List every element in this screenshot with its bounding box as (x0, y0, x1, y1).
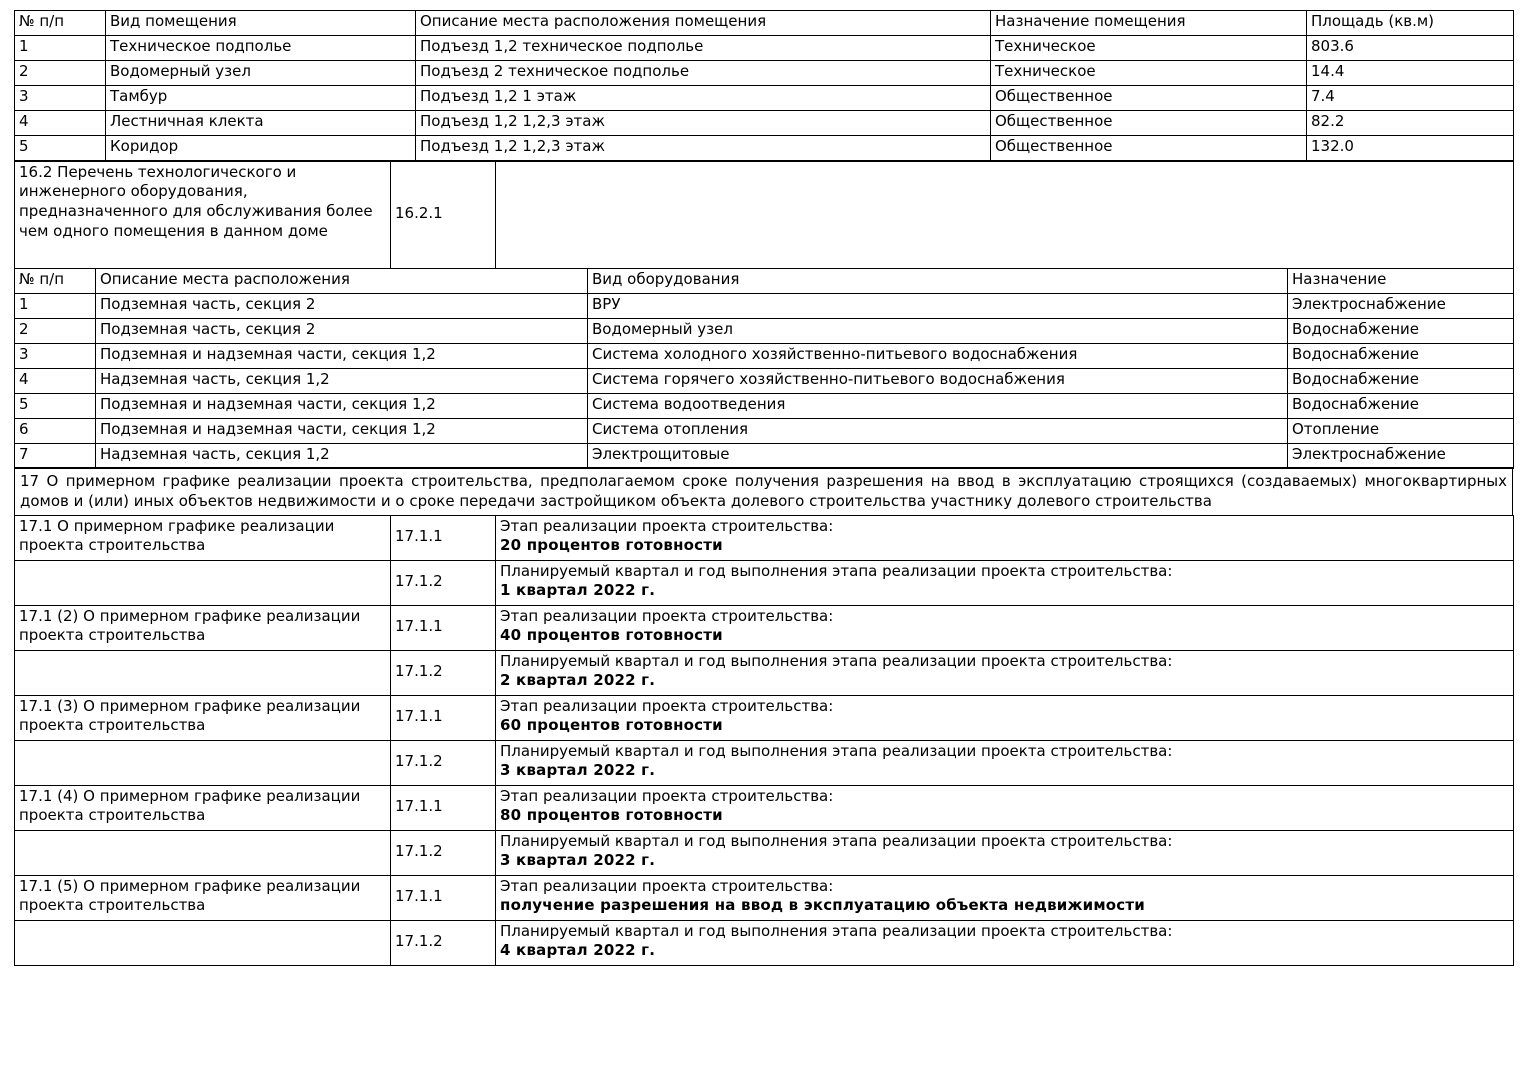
cell: Отопление (1288, 418, 1514, 443)
cell: 3 (15, 86, 106, 111)
cell: 4 (15, 111, 106, 136)
column-header-num: № п/п (15, 11, 106, 36)
schedule-row-code: 17.1.1 (391, 695, 496, 740)
table-row (15, 318, 1514, 343)
cell: 5 (15, 136, 106, 161)
section-16-2-label: 16.2 Перечень технологического и инженерного оборудования, предназначенного для обслуживания более чем одного помещения в данном доме (15, 161, 391, 268)
schedule-row-label: 17.1 (3) О примерном графике реализации проекта строительства (15, 695, 391, 740)
column-header-num: № п/п (15, 268, 96, 293)
cell: Водоснабжение (1288, 318, 1514, 343)
schedule-value: 3 квартал 2022 г. (500, 761, 656, 780)
schedule-row (15, 875, 1514, 920)
table-row (15, 343, 1514, 368)
schedule-row-code: 17.1.2 (391, 740, 496, 785)
schedule-caption: Этап реализации проекта строительства: (500, 696, 834, 715)
cell: 82.2 (1307, 111, 1514, 136)
schedule-row-content (496, 605, 1514, 650)
cell: Общественное (991, 136, 1307, 161)
cell: Подземная и надземная части, секция 1,2 (96, 418, 588, 443)
cell: Электрощитовые (588, 443, 1288, 468)
table-row (15, 368, 1514, 393)
premises-header-row (15, 11, 1514, 36)
schedule-row-label: 17.1 (5) О примерном графике реализации проекта строительства (15, 875, 391, 920)
schedule-row (15, 695, 1514, 740)
cell: Водоснабжение (1288, 368, 1514, 393)
schedule-row-content (496, 740, 1514, 785)
cell: Общественное (991, 111, 1307, 136)
column-header-premise-type: Вид помещения (106, 11, 416, 36)
section-17-heading: 17 О примерном графике реализации проекта строительства, предполагаемом сроке получения разрешения на ввод в эксплуатацию строящихся (создаваемых) многоквартирных домов и (или) иных объектов недвижимости и о сроке передачи застройщиком объекта долевого строительства участнику долевого строительства (14, 468, 1513, 516)
cell: Водоснабжение (1288, 393, 1514, 418)
schedule-row (15, 785, 1514, 830)
cell: Подъезд 2 техническое подполье (416, 61, 991, 86)
premises-table (14, 10, 1514, 162)
schedule-row-label (15, 830, 391, 875)
schedule-value: 80 процентов готовности (500, 806, 723, 825)
cell: Надземная часть, секция 1,2 (96, 368, 588, 393)
schedule-value: 1 квартал 2022 г. (500, 581, 656, 600)
cell: 7.4 (1307, 86, 1514, 111)
cell: ВРУ (588, 293, 1288, 318)
cell: Подъезд 1,2 1,2,3 этаж (416, 111, 991, 136)
schedule-row (15, 515, 1514, 560)
schedule-value: 40 процентов готовности (500, 626, 723, 645)
cell: 5 (15, 393, 96, 418)
cell: 7 (15, 443, 96, 468)
schedule-value: получение разрешения на ввод в эксплуатацию объекта недвижимости (500, 896, 1145, 915)
section-16-2-block (14, 161, 1514, 269)
schedule-row-label (15, 560, 391, 605)
column-header-location: Описание места расположения (96, 268, 588, 293)
schedule-caption: Планируемый квартал и год выполнения этапа реализации проекта строительства: (500, 831, 1173, 850)
cell: 6 (15, 418, 96, 443)
schedule-row-label: 17.1 (2) О примерном графике реализации проекта строительства (15, 605, 391, 650)
schedule-value: 3 квартал 2022 г. (500, 851, 656, 870)
column-header-location: Описание места расположения помещения (416, 11, 991, 36)
section-16-2-code: 16.2.1 (391, 161, 496, 268)
schedule-row-code: 17.1.2 (391, 920, 496, 965)
schedule-row (15, 920, 1514, 965)
schedule-value: 4 квартал 2022 г. (500, 941, 656, 960)
cell: Подземная и надземная части, секция 1,2 (96, 343, 588, 368)
schedule-row-label: 17.1 (4) О примерном графике реализации проекта строительства (15, 785, 391, 830)
table-row (15, 418, 1514, 443)
schedule-row-label (15, 650, 391, 695)
schedule-caption: Планируемый квартал и год выполнения этапа реализации проекта строительства: (500, 921, 1173, 940)
cell: Электроснабжение (1288, 293, 1514, 318)
schedule-caption: Этап реализации проекта строительства: (500, 786, 834, 805)
cell: Электроснабжение (1288, 443, 1514, 468)
table-row (15, 61, 1514, 86)
cell: 2 (15, 61, 106, 86)
cell: 132.0 (1307, 136, 1514, 161)
cell: Система отопления (588, 418, 1288, 443)
table-row (15, 393, 1514, 418)
schedule-caption: Этап реализации проекта строительства: (500, 606, 834, 625)
schedule-row-content (496, 875, 1514, 920)
cell: Тамбур (106, 86, 416, 111)
schedule-row-content (496, 650, 1514, 695)
schedule-row (15, 650, 1514, 695)
cell: Коридор (106, 136, 416, 161)
schedule-row-code: 17.1.2 (391, 650, 496, 695)
cell: Техническое подполье (106, 36, 416, 61)
schedule-row-content (496, 830, 1514, 875)
table-row (15, 111, 1514, 136)
cell: Подъезд 1,2 техническое подполье (416, 36, 991, 61)
schedule-row-code: 17.1.1 (391, 515, 496, 560)
cell: Система холодного хозяйственно-питьевого водоснабжения (588, 343, 1288, 368)
schedule-row-content (496, 560, 1514, 605)
cell: 1 (15, 36, 106, 61)
section-16-2-row (15, 161, 1514, 268)
table-row (15, 293, 1514, 318)
column-header-equipment-type: Вид оборудования (588, 268, 1288, 293)
column-header-purpose: Назначение помещения (991, 11, 1307, 36)
schedule-row (15, 560, 1514, 605)
cell: 803.6 (1307, 36, 1514, 61)
cell: Подземная и надземная части, секция 1,2 (96, 393, 588, 418)
cell: Подземная часть, секция 2 (96, 293, 588, 318)
schedule-row-label: 17.1 О примерном графике реализации проекта строительства (15, 515, 391, 560)
cell: Надземная часть, секция 1,2 (96, 443, 588, 468)
schedule-row (15, 830, 1514, 875)
table-row (15, 136, 1514, 161)
schedule-row-label (15, 920, 391, 965)
column-header-area: Площадь (кв.м) (1307, 11, 1514, 36)
cell: Подъезд 1,2 1,2,3 этаж (416, 136, 991, 161)
section-16-2-value (496, 161, 1514, 268)
schedule-caption: Планируемый квартал и год выполнения этапа реализации проекта строительства: (500, 741, 1173, 760)
cell: 3 (15, 343, 96, 368)
equipment-table (14, 268, 1514, 470)
cell: Общественное (991, 86, 1307, 111)
cell: 14.4 (1307, 61, 1514, 86)
table-row (15, 443, 1514, 468)
schedule-row-code: 17.1.2 (391, 560, 496, 605)
cell: Подъезд 1,2 1 этаж (416, 86, 991, 111)
schedule-row-code: 17.1.1 (391, 785, 496, 830)
cell: Система водоотведения (588, 393, 1288, 418)
cell: Водомерный узел (588, 318, 1288, 343)
cell: Водомерный узел (106, 61, 416, 86)
schedule-row (15, 605, 1514, 650)
column-header-purpose: Назначение (1288, 268, 1514, 293)
schedule-row-label (15, 740, 391, 785)
schedule-row-content (496, 920, 1514, 965)
schedule-row-content (496, 695, 1514, 740)
schedule-row-code: 17.1.1 (391, 605, 496, 650)
schedule-row-content (496, 515, 1514, 560)
cell: Водоснабжение (1288, 343, 1514, 368)
schedule-row-content (496, 785, 1514, 830)
schedule-value: 2 квартал 2022 г. (500, 671, 656, 690)
schedule-row (15, 740, 1514, 785)
cell: Техническое (991, 36, 1307, 61)
cell: Техническое (991, 61, 1307, 86)
cell: 4 (15, 368, 96, 393)
table-row (15, 86, 1514, 111)
cell: 2 (15, 318, 96, 343)
schedule-caption: Планируемый квартал и год выполнения этапа реализации проекта строительства: (500, 651, 1173, 670)
cell: 1 (15, 293, 96, 318)
schedule-table (14, 515, 1514, 966)
table-row (15, 36, 1514, 61)
schedule-value: 20 процентов готовности (500, 536, 723, 555)
schedule-caption: Этап реализации проекта строительства: (500, 876, 834, 895)
schedule-row-code: 17.1.2 (391, 830, 496, 875)
schedule-caption: Планируемый квартал и год выполнения этапа реализации проекта строительства: (500, 561, 1173, 580)
cell: Лестничная клекта (106, 111, 416, 136)
schedule-caption: Этап реализации проекта строительства: (500, 516, 834, 535)
equipment-header-row (15, 268, 1514, 293)
schedule-row-code: 17.1.1 (391, 875, 496, 920)
cell: Подземная часть, секция 2 (96, 318, 588, 343)
cell: Система горячего хозяйственно-питьевого водоснабжения (588, 368, 1288, 393)
schedule-value: 60 процентов готовности (500, 716, 723, 735)
